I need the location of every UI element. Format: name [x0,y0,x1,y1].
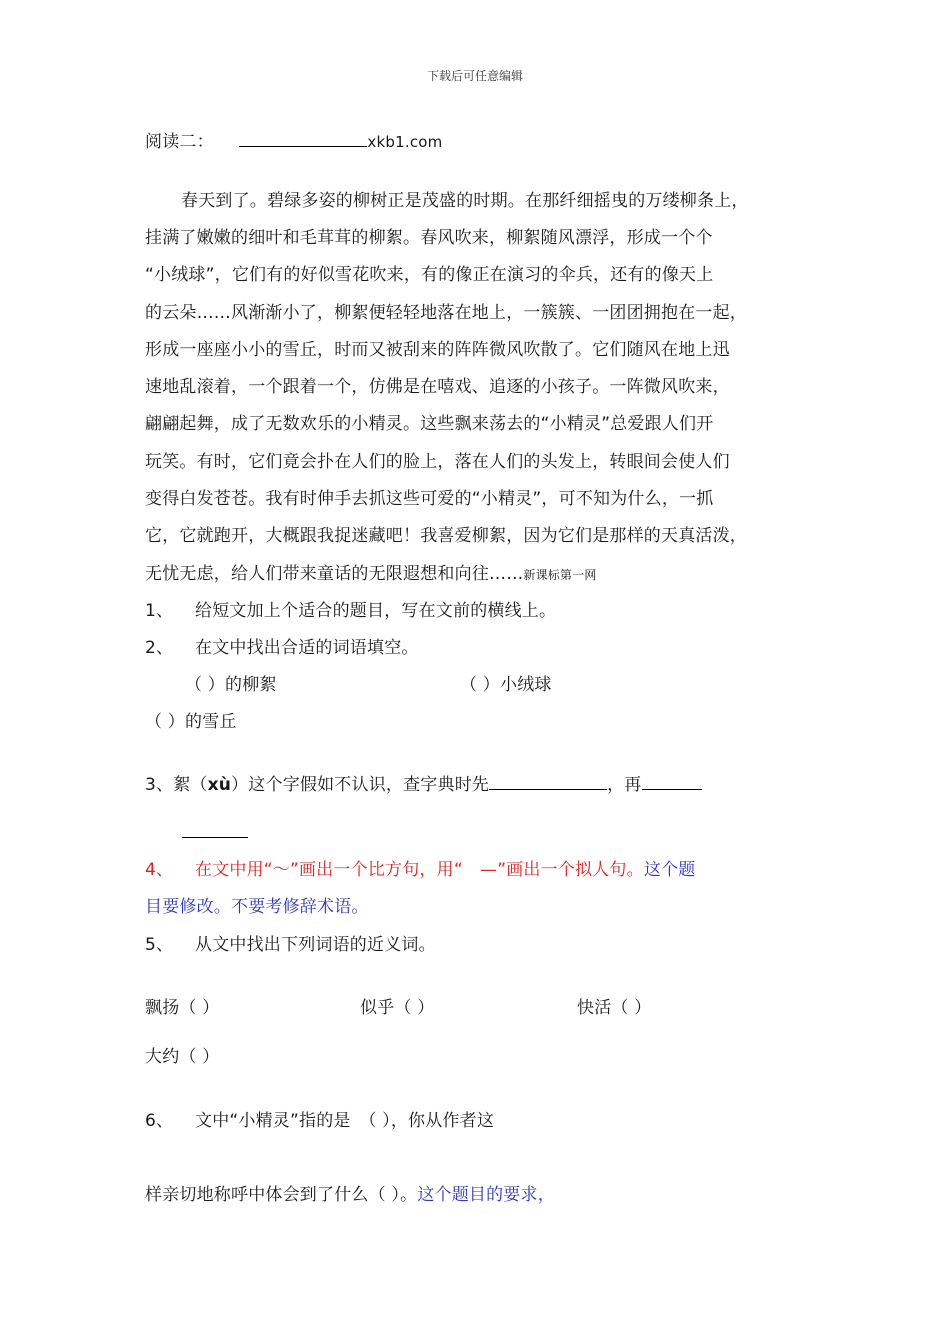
title-label: 阅读二： [145,132,214,152]
fill-blank-2[interactable]: （ ）小绒球 [460,675,552,695]
question-text: 从文中找出下列词语的近义词。 [195,935,436,955]
question-text: 文中“小精灵”指的是 （ ），你从作者这 [195,1111,495,1131]
question-mid: ，再 [607,775,642,795]
question-2 [145,633,419,658]
question-6 [145,1106,494,1131]
question-text: ）这个字假如不认识，查字典时先 [231,775,490,795]
answer-blank-3[interactable] [182,837,248,838]
question-text: 给短文加上个适合的题目，写在文前的横线上。 [195,601,557,621]
passage-line: 变得白发苍苍。我有时伸手去抓这些可爱的“小精灵”，可不知为什么，一抓 [145,489,714,509]
title-blank [239,132,367,147]
title-suffix: xkb1.com [367,133,443,151]
pinyin: xù [207,775,232,795]
question-3 [145,770,702,795]
question-number: 5、 [145,935,174,955]
passage-line: 无忧无虑，给人们带来童话的无限遐想和向往…… [145,564,524,584]
answer-blank-2[interactable] [642,775,702,790]
question-1 [145,596,556,621]
passage-line: 春天到了。碧绿多姿的柳树正是茂盛的时期。在那纤细摇曳的万缕柳条上， [181,191,749,211]
question-number: 1、 [145,601,174,621]
answer-blank-1[interactable] [489,775,607,790]
passage-line: 它，它就跑开，大概跟我捉迷藏吧！我喜爱柳絮，因为它们是那样的天真活泼， [145,526,747,546]
passage-line: 翩翩起舞，成了无数欢乐的小精灵。这些飘来荡去的“小精灵”总爱跟人们开 [145,414,714,434]
passage-last-line [145,559,597,584]
passage-line: 玩笑。有时，它们竟会扑在人们的脸上，落在人们的头发上，转眼间会使人们 [145,452,730,472]
passage-title-line [145,127,442,152]
question-text: 在文中找出合适的词语填空。 [195,638,419,658]
passage-line: 挂满了嫩嫩的细叶和毛茸茸的柳絮。春风吹来，柳絮随风漂浮，形成一个个 [145,228,713,248]
question-number: 2、 [145,638,174,658]
header-note: 下载后可任意编辑 [426,69,523,83]
passage-line: 形成一座座小小的雪丘，时而又被刮来的阵阵微风吹散了。它们随风在地上迅 [145,340,730,360]
question-text: 在文中用“～”画出一个比方句，用“ —”画出一个拟人句。 [195,860,644,880]
question-6-line-2 [145,1180,555,1205]
synonym-item[interactable]: 飘扬（ ） [145,998,220,1018]
passage-line: “小绒球”，它们有的好似雪花吹来，有的像正在演习的伞兵，还有的像天上 [145,265,714,285]
question-4 [145,855,695,880]
fill-blank-1[interactable]: （ ）的柳絮 [185,675,277,695]
question-number: 4、 [145,860,174,880]
synonym-item[interactable]: 大约（ ） [145,1047,220,1067]
passage-line: 的云朵……风渐渐小了，柳絮便轻轻地落在地上，一簇簇、一团团拥抱在一起， [145,303,747,323]
synonym-item[interactable]: 似乎（ ） [360,998,435,1018]
synonym-item[interactable]: 快活（ ） [577,998,652,1018]
editor-note: 这个题 [643,860,696,880]
question-text: 样亲切地称呼中体会到了什么（ ）。 [145,1185,418,1205]
question-number: 6、 [145,1111,174,1131]
editor-note: 这个题目的要求， [417,1185,555,1205]
question-5 [145,930,436,955]
passage-line: 速地乱滚着，一个跟着一个，仿佛是在嘻戏、追逐的小孩子。一阵微风吹来， [145,377,730,397]
question-prefix: 3、絮（ [145,775,208,795]
editor-note-continued: 目要修改。不要考修辞术语。 [145,897,369,917]
passage-source: 新课标第一网 [523,568,597,582]
fill-blank-3[interactable]: （ ）的雪丘 [145,712,237,732]
